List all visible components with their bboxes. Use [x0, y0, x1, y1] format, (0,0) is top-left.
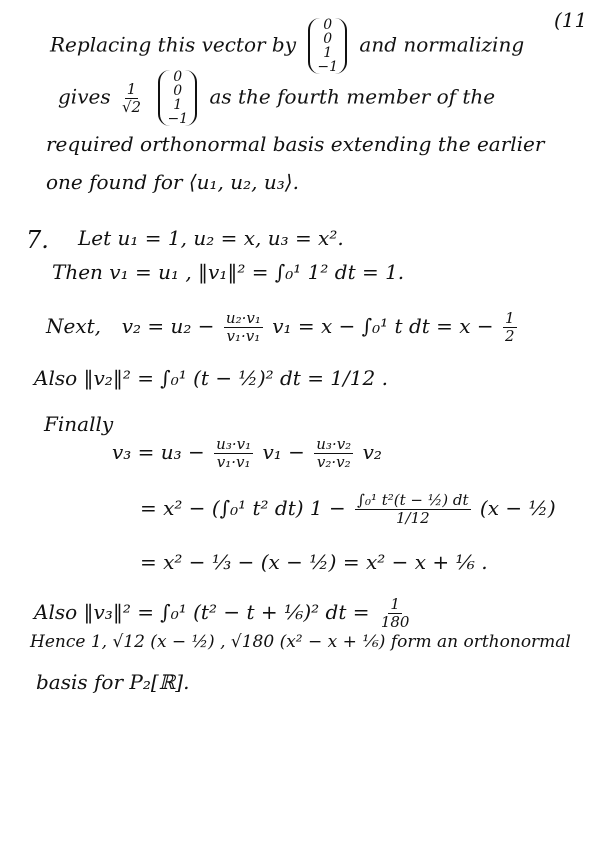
- fraction-denominator: v₂·v₂: [316, 453, 351, 471]
- finally-label: Finally: [44, 412, 114, 436]
- fraction-half: [503, 310, 517, 345]
- fraction-denominator: 2: [505, 327, 515, 345]
- next-part-b: v₁ = x − ∫₀¹ t dt = x −: [272, 314, 494, 338]
- intro-text-gives: gives: [58, 84, 111, 109]
- projection-fraction-v3-1: [214, 436, 253, 471]
- next-line: [46, 310, 520, 345]
- vector-2-entry: 0: [173, 69, 183, 85]
- v3-definition-line: [112, 436, 382, 471]
- fraction-numerator: u₃·v₂: [316, 435, 352, 453]
- vector-1-entry: −1: [317, 59, 339, 75]
- vector-2-entry: 0: [173, 83, 183, 99]
- fraction-numerator: u₃·v₁: [216, 435, 252, 453]
- hence-line: Hence 1, √12 (x − ½) , √180 (x² − x + ⅙) form an orthonormal: [30, 632, 571, 652]
- fraction-numerator: ∫₀¹ t²(t − ½) dt: [357, 491, 469, 509]
- vector-1: [308, 18, 347, 74]
- vector-2-entry: −1: [167, 111, 189, 127]
- fraction-denominator: 180: [380, 613, 410, 631]
- intro-text-normalizing: and normalizing: [359, 32, 525, 57]
- expansion-fraction: [355, 492, 470, 527]
- fraction-numerator: 1: [390, 595, 400, 613]
- fraction-denominator: v₁·v₁: [216, 453, 251, 471]
- fraction-numerator: 1: [505, 309, 515, 327]
- v3-result-line: = x² − ⅓ − (x − ½) = x² − x + ⅙ .: [140, 550, 488, 574]
- intro-line-4: one found for ⟨u₁, u₂, u₃⟩.: [46, 170, 299, 194]
- fraction-one-over-180: [379, 596, 412, 631]
- next-part-a: v₂ = u₂ −: [121, 314, 215, 338]
- intro-text-replacing: Replacing this vector by: [50, 32, 297, 57]
- norm-v3-text: Also ‖v₃‖² = ∫₀¹ (t² − t + ⅙)² dt =: [34, 600, 370, 624]
- basis-line: basis for P₂[ℝ].: [36, 670, 190, 694]
- also-norm-v3-line: [34, 596, 414, 631]
- vector-1-entry: 1: [323, 45, 333, 61]
- intro-line-3: required orthonormal basis extending the earlier: [46, 132, 545, 156]
- projection-fraction-v3-2: [314, 436, 353, 471]
- problem-number: 7.: [26, 226, 49, 254]
- intro-text-fourth-member: as the fourth member of the: [209, 84, 496, 109]
- fraction-one-over-root2: [120, 81, 143, 116]
- v3-part-c: v₂: [362, 440, 382, 464]
- intro-line-2: [58, 70, 495, 126]
- fraction-numerator: 1: [126, 79, 137, 98]
- next-label: Next,: [46, 314, 102, 338]
- intro-line-1: [50, 18, 524, 74]
- fraction-denominator: √2: [121, 97, 142, 116]
- expansion-part-a: = x² − (∫₀¹ t² dt) 1 −: [140, 496, 346, 520]
- projection-fraction-1: [224, 310, 263, 345]
- page-number: (11: [554, 8, 588, 32]
- vector-1-entry: 0: [323, 31, 333, 47]
- expansion-part-b: (x − ½): [479, 496, 556, 520]
- fraction-numerator: u₂·v₁: [225, 309, 261, 327]
- v3-part-b: v₁ −: [262, 440, 305, 464]
- fraction-denominator: 1/12: [396, 509, 430, 527]
- let-line: Let u₁ = 1, u₂ = x, u₃ = x².: [78, 226, 344, 250]
- v3-expansion-line: [140, 492, 556, 527]
- vector-1-entry: 0: [323, 17, 333, 33]
- vector-2-entry: 1: [173, 97, 183, 113]
- also-norm-v2-line: Also ‖v₂‖² = ∫₀¹ (t − ½)² dt = 1/12 .: [34, 366, 388, 390]
- vector-2: [158, 70, 197, 126]
- v3-part-a: v₃ = u₃ −: [112, 440, 205, 464]
- then-line: Then v₁ = u₁ , ‖v₁‖² = ∫₀¹ 1² dt = 1.: [52, 260, 405, 284]
- fraction-denominator: v₁·v₁: [226, 327, 261, 345]
